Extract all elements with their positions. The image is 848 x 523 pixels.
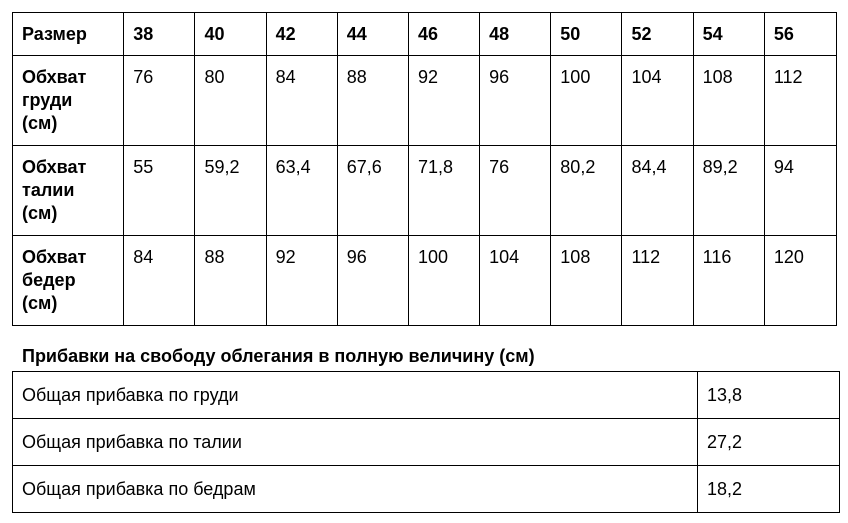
size-header-cell: 54 — [693, 13, 764, 56]
table-cell: 116 — [693, 236, 764, 326]
table-cell: 112 — [622, 236, 693, 326]
row-label-line: груди — [22, 90, 73, 110]
size-header-cell: 40 — [195, 13, 266, 56]
size-header-row — [13, 13, 837, 56]
table-cell: 76 — [124, 56, 195, 146]
table-cell: 104 — [480, 236, 551, 326]
table-cell: 84 — [124, 236, 195, 326]
size-header-cell: 38 — [124, 13, 195, 56]
row-label-line: Обхват — [22, 247, 87, 267]
table-cell: 96 — [337, 236, 408, 326]
table-cell: 84,4 — [622, 146, 693, 236]
table-cell: 80 — [195, 56, 266, 146]
table-cell: 92 — [266, 236, 337, 326]
row-label-line: (см) — [22, 203, 58, 223]
table-cell: 89,2 — [693, 146, 764, 236]
table-cell: 88 — [337, 56, 408, 146]
row-label-line: Обхват — [22, 157, 87, 177]
size-header-cell: 44 — [337, 13, 408, 56]
table-cell: 96 — [480, 56, 551, 146]
table-cell: 63,4 — [266, 146, 337, 236]
row-label-waist — [13, 146, 124, 236]
table-row — [13, 372, 840, 419]
table-cell: 59,2 — [195, 146, 266, 236]
table-row — [13, 466, 840, 513]
row-label-line: (см) — [22, 113, 58, 133]
table-cell: 112 — [764, 56, 836, 146]
size-chart-table — [12, 12, 837, 326]
size-header-cell: 52 — [622, 13, 693, 56]
table-cell: 108 — [551, 236, 622, 326]
size-header-cell: 46 — [408, 13, 479, 56]
size-header-cell: 42 — [266, 13, 337, 56]
hip-row — [13, 236, 837, 326]
allowance-value: 27,2 — [698, 419, 840, 466]
allowance-value: 18,2 — [698, 466, 840, 513]
table-cell: 88 — [195, 236, 266, 326]
table-cell: 100 — [408, 236, 479, 326]
row-label-line: (см) — [22, 293, 58, 313]
waist-row — [13, 146, 837, 236]
allowance-label: Общая прибавка по бедрам — [13, 466, 698, 513]
row-label-line: Обхват — [22, 67, 87, 87]
table-cell: 104 — [622, 56, 693, 146]
table-cell: 108 — [693, 56, 764, 146]
size-header-label: Размер — [13, 13, 124, 56]
table-cell: 76 — [480, 146, 551, 236]
table-cell: 100 — [551, 56, 622, 146]
allowance-label: Общая прибавка по талии — [13, 419, 698, 466]
size-header-cell: 48 — [480, 13, 551, 56]
table-cell: 71,8 — [408, 146, 479, 236]
table-cell: 92 — [408, 56, 479, 146]
size-header-cell: 50 — [551, 13, 622, 56]
allowance-value: 13,8 — [698, 372, 840, 419]
chest-row — [13, 56, 837, 146]
table-cell: 55 — [124, 146, 195, 236]
size-header-cell: 56 — [764, 13, 836, 56]
row-label-line: бедер — [22, 270, 76, 290]
table-cell: 80,2 — [551, 146, 622, 236]
table-cell: 120 — [764, 236, 836, 326]
table-cell: 84 — [266, 56, 337, 146]
allowance-label: Общая прибавка по груди — [13, 372, 698, 419]
table-cell: 94 — [764, 146, 836, 236]
row-label-chest — [13, 56, 124, 146]
row-label-line: талии — [22, 180, 75, 200]
table-cell: 67,6 — [337, 146, 408, 236]
allowances-table — [12, 371, 840, 513]
table-row — [13, 419, 840, 466]
row-label-hip — [13, 236, 124, 326]
allowances-heading: Прибавки на свободу облегания в полную величину (см) — [22, 346, 535, 366]
